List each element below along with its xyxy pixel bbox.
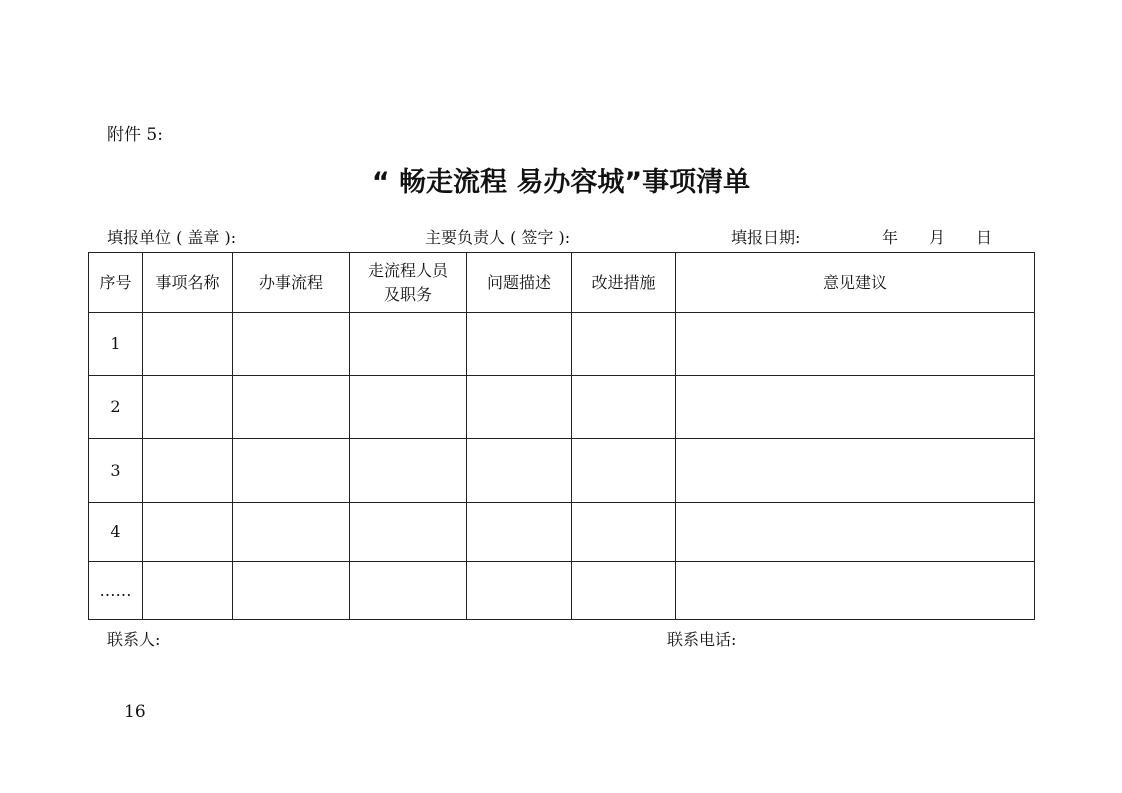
cell-problem[interactable] (467, 503, 572, 562)
cell-improvement[interactable] (572, 376, 676, 439)
table-row (89, 313, 1035, 376)
page-number: 16 (124, 702, 146, 722)
contact-phone-label: 联系电话: (667, 630, 737, 649)
cell-problem[interactable] (467, 313, 572, 376)
cell-suggestion[interactable] (676, 562, 1035, 620)
header-process: 办事流程 (233, 253, 350, 313)
cell-personnel[interactable] (350, 503, 467, 562)
header-personnel-line1: 走流程人员 (367, 260, 448, 280)
cell-suggestion[interactable] (676, 503, 1035, 562)
table-row (89, 562, 1035, 620)
cell-problem[interactable] (467, 562, 572, 620)
item-list-table (88, 252, 1035, 620)
table-row (89, 376, 1035, 439)
leader-signature-label: 主要负责人 ( 签字 ): (425, 228, 571, 247)
header-personnel (350, 253, 467, 313)
cell-process[interactable] (233, 376, 350, 439)
cell-item-name[interactable] (143, 313, 233, 376)
row-number: 3 (89, 439, 143, 503)
header-serial: 序号 (89, 253, 143, 313)
header-personnel-line2: 及职务 (383, 284, 432, 304)
cell-process[interactable] (233, 503, 350, 562)
month-label: 月 (929, 228, 946, 247)
row-number: …… (89, 562, 143, 620)
header-improvement: 改进措施 (572, 253, 676, 313)
cell-process[interactable] (233, 562, 350, 620)
cell-personnel[interactable] (350, 376, 467, 439)
header-item-name: 事项名称 (143, 253, 233, 313)
cell-improvement[interactable] (572, 439, 676, 503)
attachment-label: 附件 5: (107, 125, 163, 145)
table-header-row (89, 253, 1035, 313)
contact-person-label: 联系人: (107, 630, 161, 649)
cell-item-name[interactable] (143, 439, 233, 503)
cell-problem[interactable] (467, 439, 572, 503)
row-number: 2 (89, 376, 143, 439)
cell-suggestion[interactable] (676, 313, 1035, 376)
row-number: 1 (89, 313, 143, 376)
document-title: “ 畅走流程 易办容城”事项清单 (371, 167, 751, 198)
header-suggestion: 意见建议 (676, 253, 1035, 313)
cell-process[interactable] (233, 313, 350, 376)
cell-problem[interactable] (467, 376, 572, 439)
year-label: 年 (882, 228, 899, 247)
cell-item-name[interactable] (143, 503, 233, 562)
cell-item-name[interactable] (143, 562, 233, 620)
cell-suggestion[interactable] (676, 439, 1035, 503)
cell-suggestion[interactable] (676, 376, 1035, 439)
cell-personnel[interactable] (350, 313, 467, 376)
cell-improvement[interactable] (572, 503, 676, 562)
row-number: 4 (89, 503, 143, 562)
filling-unit-label: 填报单位 ( 盖章 ): (107, 228, 237, 247)
cell-improvement[interactable] (572, 313, 676, 376)
table-row (89, 503, 1035, 562)
cell-personnel[interactable] (350, 439, 467, 503)
cell-improvement[interactable] (572, 562, 676, 620)
cell-personnel[interactable] (350, 562, 467, 620)
cell-item-name[interactable] (143, 376, 233, 439)
table-row (89, 439, 1035, 503)
cell-process[interactable] (233, 439, 350, 503)
filling-date-label: 填报日期: (731, 228, 801, 247)
day-label: 日 (976, 228, 993, 247)
header-problem: 问题描述 (467, 253, 572, 313)
